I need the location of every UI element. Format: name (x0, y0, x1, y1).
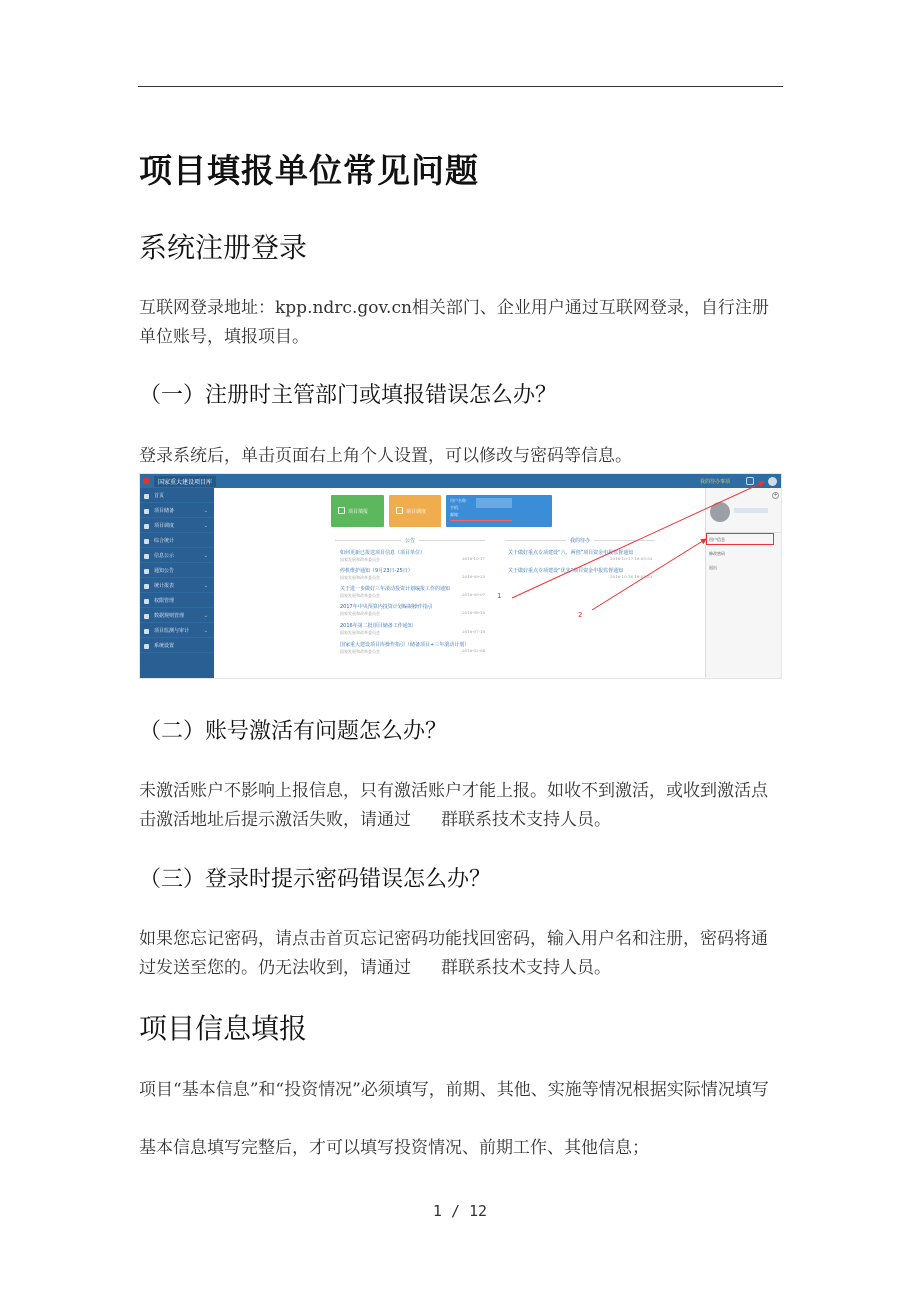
embedded-screenshot (139, 473, 782, 679)
sidebar-item-label: 综合统计 (154, 538, 175, 544)
answer-3-text-b: 群联系技术支持人员。 (441, 958, 611, 978)
sidebar-item-label: 项目储备 (154, 508, 175, 514)
page-number: 1 / 12 (432, 1202, 488, 1220)
section-heading-project-info: 项目信息填报 (139, 1012, 308, 1045)
question-heading-3: （三）登录时提示密码错误怎么办？ (139, 867, 492, 892)
chevron-down-icon: ⌄ (203, 583, 208, 589)
marker-label-2: 2 (578, 611, 583, 619)
answer-paragraph-2 (139, 777, 784, 835)
notice-title: 2017年中央预算内投资计划编制操作指引 (340, 604, 433, 610)
sidebar-item-label: 数据规则管理 (154, 613, 185, 619)
marker-label-1: 1 (497, 592, 502, 600)
chevron-down-icon: ⌄ (203, 553, 208, 559)
sidebar-item-label: 系统设置 (154, 643, 175, 649)
section-heading-registration: 系统注册登录 (139, 231, 308, 264)
arrow-1 (512, 482, 764, 598)
sidebar-item-label: 统计报表 (154, 583, 175, 589)
menu-item-user-info[interactable]: 用户信息 (709, 537, 725, 542)
todo-date: 2016-10-17 16:05:53 (610, 556, 653, 561)
screenshot-app-title: 国家重大建设项目库 (154, 476, 216, 487)
sidebar-item-label: 通知公告 (154, 568, 175, 574)
sidebar-item-label: 首页 (154, 493, 165, 499)
answer-paragraph-1: 登录系统后，单击页面右上角个人设置，可以修改与密码等信息。 (139, 446, 632, 466)
notice-title: 停机维护通知（9月23日-25日） (340, 568, 413, 574)
project-info-paragraph-1: 项目“基本信息”和“投资情况”必须填写，前期、其他、实施等情况根据实际情况填写 (139, 1080, 769, 1100)
notice-source: 国家发展和改革委员会 (340, 611, 380, 616)
notice-source: 国家发展和改革委员会 (340, 557, 380, 562)
annotation-arrows (140, 474, 782, 679)
header-rule (138, 86, 783, 87)
menu-item-change-password[interactable]: 修改密码 (709, 551, 725, 556)
todo-title: 关于做好重点专项建设“优先”项目资金申报监督通知 (508, 568, 624, 574)
question-heading-2: （二）账号激活有问题怎么办？ (139, 719, 448, 744)
chevron-down-icon: ⌄ (203, 628, 208, 634)
notice-title: 关于进一步做好三年滚动投资计划编报工作的通知 (340, 586, 451, 592)
user-email-label: 邮箱： (450, 512, 462, 517)
plus-icon[interactable]: + (773, 492, 778, 498)
notice-source: 国家发展和改革委员会 (340, 575, 380, 580)
notice-date: 2016-02-04 (462, 648, 486, 653)
page-title: 项目填报单位常见问题 (139, 151, 479, 190)
project-info-paragraph-2: 基本信息填写完整后，才可以填写投资情况、前期工作、其他信息； (139, 1138, 649, 1158)
answer-3-text-a: 如果您忘记密码，请点击首页忘记密码功能找回密码，输入用户名和注册，密码将通过发送至您的。仍无法收到，请通过 (139, 929, 768, 978)
sidebar-item-label: 项目调度 (154, 523, 175, 529)
answer-2-text-b: 群联系技术支持人员。 (441, 810, 611, 830)
notice-title: 国家重大建设项目库操作指引（储备项目+三年滚动计划） (340, 642, 470, 648)
todo-date: 2016-10-16 16:05:53 (610, 574, 653, 579)
notice-source: 国家发展和改革委员会 (340, 649, 380, 654)
answer-paragraph-3 (139, 925, 784, 983)
sidebar-item-label: 信息公示 (154, 553, 175, 559)
login-intro-paragraph: 互联网登录地址：kpp.ndrc.gov.cn相关部门、企业用户通过互联网登录，自行注册单位账号，填报项目。 (139, 298, 769, 347)
project-dispatch-label: 项目调度 (406, 509, 427, 515)
notice-source: 国家发展和改革委员会 (340, 593, 380, 598)
chevron-down-icon: ⌄ (203, 508, 208, 514)
notice-source: 国家发展和改革委员会 (340, 630, 380, 635)
screenshot-notice: 我的待办事项 (700, 479, 731, 485)
question-heading-1: （一）注册时主管部门或填报错误怎么办？ (139, 383, 558, 408)
notice-title: 2016年第二批项目储备工作通知 (340, 623, 413, 629)
notice-date: 2016-07-18 (462, 629, 486, 634)
user-name-label: 用户名称： (450, 498, 470, 503)
sidebar-item-label: 项目监测与审计 (154, 628, 190, 634)
menu-item-logout[interactable]: 退出 (709, 565, 717, 570)
todo-heading-text: 我的待办 (566, 538, 594, 544)
notice-date: 2016-08-18 (462, 610, 486, 615)
notices-heading-text: 公告 (401, 538, 419, 544)
notice-title: 如何更新已报送项目信息（项目单位） (340, 550, 426, 556)
notice-date: 2016-09-07 (462, 592, 486, 597)
arrow-2 (592, 539, 706, 610)
chevron-down-icon: ⌄ (203, 613, 208, 619)
todo-title: 关于做好重点专项建设“六、两创”项目资金申报监督通知 (508, 550, 634, 556)
notice-date: 2016-10-17 (462, 556, 486, 561)
sidebar-item-label: 权限管理 (154, 598, 175, 604)
user-phone-label: 手机： (450, 505, 462, 510)
answer-2-text-a: 未激活账户不影响上报信息，只有激活账户才能上报。如收不到激活，或收到激活点击激活地址后提示激活失败，请通过 (139, 781, 768, 830)
notice-date: 2016-09-23 (462, 574, 486, 579)
chevron-down-icon: ⌄ (203, 523, 208, 529)
project-fill-label: 项目填报 (348, 509, 369, 515)
